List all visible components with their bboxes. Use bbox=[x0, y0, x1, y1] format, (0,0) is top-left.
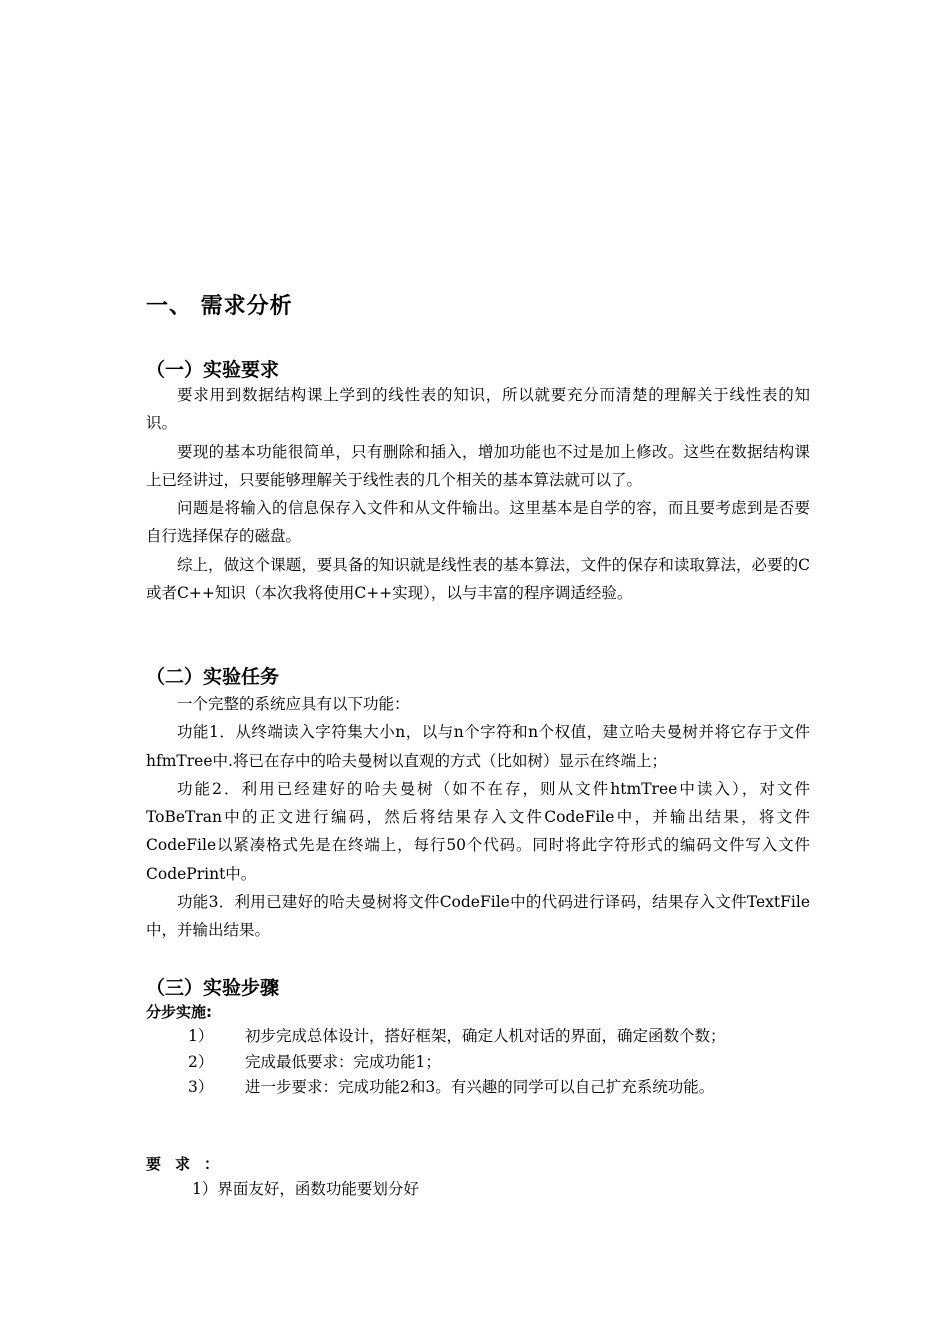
section-title-tasks: （二）实验任务 bbox=[146, 666, 280, 688]
document-page bbox=[146, 0, 810, 1344]
requirements-label: 要求： bbox=[146, 1155, 234, 1173]
step-text: 进一步要求：完成功能2和3。有兴趣的同学可以自己扩充系统功能。 bbox=[245, 1078, 715, 1096]
steps-list bbox=[146, 1024, 810, 1101]
step-number: 3） bbox=[188, 1078, 214, 1096]
requirement-item: 1）界面友好，函数功能要划分好 bbox=[192, 1180, 419, 1198]
list-item bbox=[146, 1050, 810, 1076]
step-text: 初步完成总体设计，搭好框架，确定人机对话的界面，确定函数个数； bbox=[245, 1027, 726, 1045]
paragraph: 功能3．利用已建好的哈夫曼树将文件CodeFile中的代码进行译码，结果存入文件TextFile中，并输出结果。 bbox=[146, 893, 810, 940]
step-text: 完成最低要求：完成功能1； bbox=[245, 1052, 441, 1071]
section-title-steps: （三）实验步骤 bbox=[146, 977, 280, 999]
main-heading: 一、 需求分析 bbox=[146, 294, 293, 319]
paragraph: 问题是将输入的信息保存入文件和从文件输出。这里基本是自学的容，而且要考虑到是否要自行选择保存的磁盘。 bbox=[146, 499, 810, 546]
step-number: 2） bbox=[188, 1052, 214, 1071]
section-body-requirements bbox=[146, 381, 810, 607]
section-body-tasks bbox=[146, 690, 810, 945]
paragraph: 综上，做这个课题，要具备的知识就是线性表的基本算法，文件的保存和读取算法，必要的C或者C++知识（本次我将使用C++实现），以与丰富的程序调适经验。 bbox=[146, 555, 810, 603]
paragraph: 要现的基本功能很简单，只有删除和插入，增加功能也不过是加上修改。这些在数据结构课上已经讲过，只要能够理解关于线性表的几个相关的基本算法就可以了。 bbox=[146, 442, 810, 489]
paragraph: 一个完整的系统应具有以下功能： bbox=[177, 695, 410, 713]
list-item bbox=[146, 1075, 810, 1101]
paragraph: 功能1．从终端读入字符集大小n，以与n个字符和n个权值，建立哈夫曼树并将它存于文件hfmTree中.将已在存中的哈夫曼树以直观的方式（比如树）显示在终端上； bbox=[146, 723, 810, 770]
paragraph: 功能2．利用已经建好的哈夫曼树（如不在存，则从文件htmTree中读入），对文件ToBeTran中的正文进行编码，然后将结果存入文件CodeFile中，并输出结果，将文件CodeFile以紧凑格式先是在终端上，每行50个代码。同时将此字符形式的编码文件写入文件CodePrint中。 bbox=[146, 779, 810, 883]
list-item bbox=[146, 1024, 810, 1050]
step-number: 1） bbox=[188, 1027, 214, 1045]
substeps-label: 分步实施: bbox=[146, 1003, 212, 1021]
paragraph: 要求用到数据结构课上学到的线性表的知识，所以就要充分而清楚的理解关于线性表的知识。 bbox=[146, 386, 810, 433]
section-title-requirements: （一）实验要求 bbox=[146, 359, 280, 381]
